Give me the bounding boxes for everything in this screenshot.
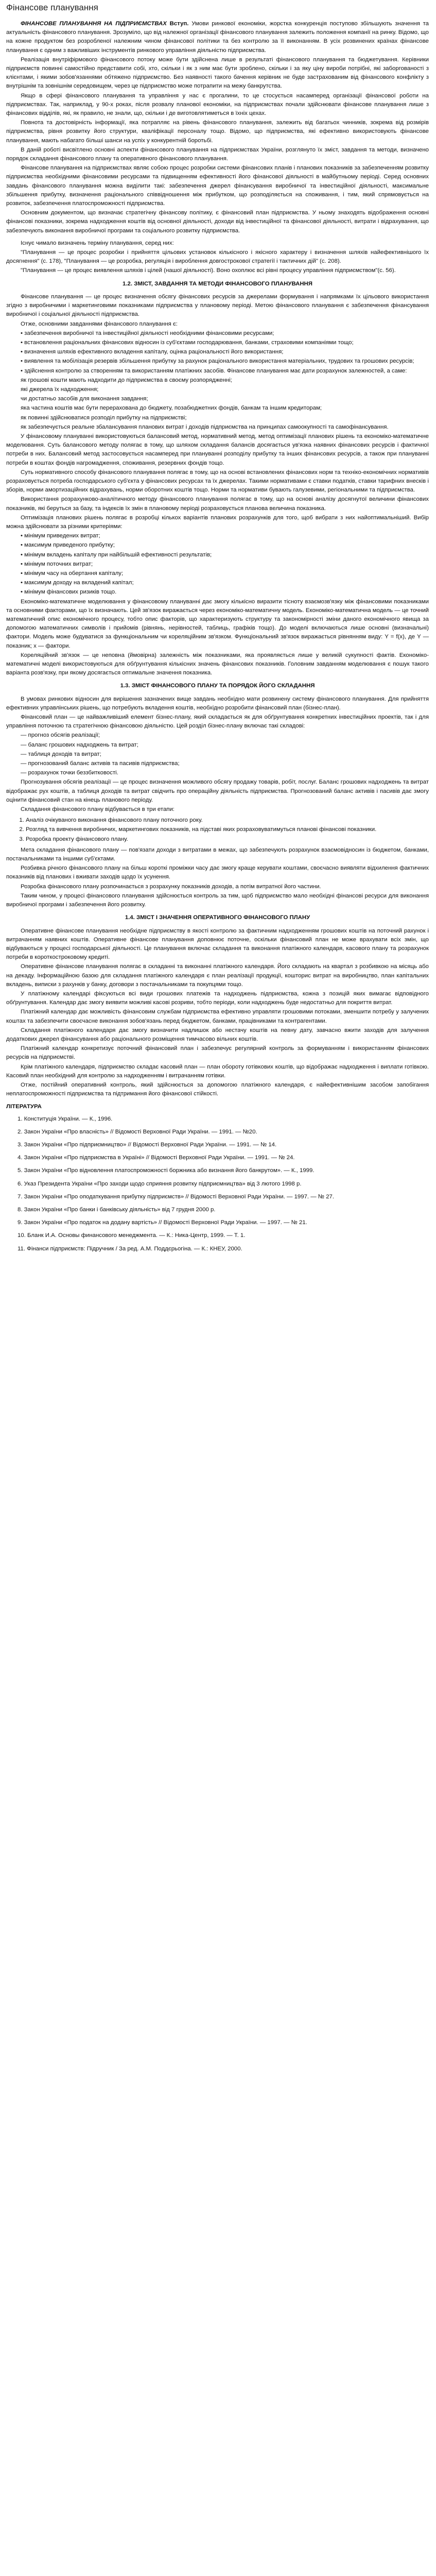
body-paragraph: В умовах ринкових відносин для вирішення зазначених вище завдань необхідно мати розвинену систему фінансового планування. Для прийняття ефективних управлінських рішень, що потребують вкладення коштів, необхідно розробити фінансовий план (бізнес-план). (6, 696, 429, 711)
intro-heading: Вступ. (169, 21, 189, 27)
definition-paragraph: Існує чимало визначень терміну планування, серед них: (21, 240, 174, 246)
criteria-item: • мінімум приведених витрат; (21, 533, 100, 539)
body-paragraph: Платіжний календар дає можливість фінансовим службам підприємства ефективно управляти грошовими потоками, зменшити потребу у залучених коштах та забезпечити своєчасне виконання зобов'язань перед бюджетом, банками, працівниками та контрагентами. (6, 1009, 429, 1024)
body-paragraph: Фінансове планування на підприємствах являє собою процес розробки системи фінансових планів і планових показників за забезпеченням розвитку підприємства необхідними фінансовими ресурсами та підвищенням ефективності його фінансової діяльності в майбутньому періоді. Серед основних завдань фінансового планування можна виділити такі: забезпечення джерел фінансування виробничої та інвестиційної діяльності, максимальне збільшення прибутку, визначення раціонального співвідношення між прибутком, що розподіляється на споживання, і тим, який спрямовується на розвиток, забезпечення платоспроможності підприємства. (6, 165, 429, 207)
list-item: — прогнозований баланс активів та пасивів підприємства; (21, 760, 180, 767)
intro-paragraph: Якщо в сфері фінансового планування та управління у нас є прогалини, то це стосується насамперед організації фінансової роботи на підприємствах. Так, наприклад, у 90-х роках, після розвалу планової економіки, на підприємствах почали здійснювати фінансове планування лише з фінансових відділів, які, як правило, не знали, що, скільки і де виготовлятиметься в їхніх цехах. (6, 92, 429, 117)
body-paragraph: У платіжному календарі фіксуються всі види грошових платежів та надходжень підприємства, кожна з позицій яких вимагає відповідного обґрунтування. Календар дає змогу виявити можливі касові розриви, тобто періоди, коли надходжень буде недостатньо для покриття витрат. (6, 990, 429, 1006)
list-item: які джерела їх надходження; (21, 386, 99, 393)
reference-item: 3. Закон України «Про підприємництво» // Відомості Верховної Ради України. — 1991. — № 14. (18, 1141, 277, 1148)
body-paragraph: Оперативне фінансове планування необхідне підприємству в якості контролю за фактичним надходженням грошових коштів на поточний рахунок і витрачанням наявних коштів. Оперативне фінансове планування доповнює поточне, оскільки фінансовий план не може врахувати всіх змін, що відбуваються у процесі господарської діяльності. Це планування включає складання та виконання платіжного календаря, касового плану та розрахунок потреби в короткостроковому кредиті. (6, 927, 429, 961)
list-item: яка частина коштів має бути перерахована до бюджету, позабюджетних фондів, банкам та іншим кредиторам; (21, 405, 322, 412)
list-item: • визначення шляхів ефективного вкладення капіталу, оцінка раціональності його використання; (21, 349, 284, 355)
list-item: як грошові кошти мають надходити до підприємства в своєму розпорядженні; (21, 377, 232, 383)
body-paragraph: Прогнозування обсягів реалізації — це процес визначення можливого обсягу продажу товарів, робіт, послуг. Баланс грошових надходжень та витрат відображає рух коштів, а таблиця доходів та витрат свідчить про операційну діяльність підприємства. Прогнозований баланс активів і пасивів дає змогу оцінити фінансовий стан на кінець планового періоду. (6, 779, 429, 803)
step-item: 3. Розробка проекту фінансового плану. (26, 835, 429, 844)
body-paragraph: Отже, основними завданнями фінансового планування є: (21, 320, 178, 327)
criteria-item: • мінімум поточних витрат; (21, 561, 93, 567)
intro-paragraph (6, 20, 429, 55)
reference-item: 5. Закон України «Про відновлення платоспроможності боржника або визнання його банкрутом». — К., 1999. (18, 1167, 315, 1174)
page-title: Фінансове планування (6, 3, 98, 12)
criteria-item: • максимум приведеного прибутку; (21, 542, 115, 549)
body-paragraph: Мета складання фінансового плану — пов'язати доходи з витратами в межах, що забезпечують розрахунок взаємовідносин із бюджетом, банками, постачальниками та іншими суб'єктами. (6, 846, 429, 862)
body-paragraph: У фінансовому плануванні використовуються балансовий метод, нормативний метод, метод оптимізації планових рішень та економіко-математичне моделювання. Суть балансового методу полягає в тому, що шляхом складання балансів досягається ув'язка наявних фінансових ресурсів і фактичної потреби в них. Балансовий метод застосовується насамперед при плануванні розподілу прибутку та інших фінансових ресурсів, а також при плануванні потреби в коштах фондів нагромадження, споживання, резервних фондів тощо. (6, 433, 429, 466)
body-paragraph: Фінансове планування — це процес визначення обсягу фінансових ресурсів за джерелами формування і напрямками їх цільового використання згідно з виробничими і маркетинговими показниками підприємства у плановому періоді. Метою фінансового планування є забезпечення фінансування виробничої і соціальної діяльності підприємства. (6, 293, 429, 318)
section-heading-1-3: 1.3. ЗМІСТ ФІНАНСОВОГО ПЛАНУ ТА ПОРЯДОК ЙОГО СКЛАДАННЯ (120, 683, 315, 689)
list-item: — розрахунок точки беззбитковості. (21, 770, 118, 776)
reference-item: 10. Бланк И.А. Основы финансового менеджмента. — К.: Ника-Центр, 1999. — Т. 1. (18, 1232, 246, 1239)
list-item: • здійснення контролю за створенням та використанням платіжних засобів. Фінансове планування має дати розрахунок залежностей, а саме: (21, 367, 407, 374)
body-paragraph: Суть нормативного способу фінансового планування полягає в тому, що на основі встановлених фінансових норм та техніко-економічних нормативів розраховується потреба господарського суб'єкта у фінансових ресурсах та їх джерелах. Такими нормативами є ставки податків, ставки тарифних внесків і зборів, норми амортизаційних відрахувань, норми оборотних коштів тощо. Норми та нормативи бувають галузевими, регіональними та підприємства. (6, 469, 429, 494)
body-paragraph: Оптимізація планових рішень полягає в розробці кількох варіантів планових розрахунків для того, щоб вибрати з них найоптимальніший. Вибір можна здійснювати за різними критеріями: (6, 514, 429, 530)
literature-heading: ЛІТЕРАТУРА (6, 1104, 42, 1110)
reference-item: 2. Закон України «Про власність» // Відомості Верховної Ради України. — 1991. — №20. (18, 1128, 257, 1135)
steps-list (6, 816, 429, 844)
reference-item: 1. Конституція України. — К., 1996. (18, 1115, 113, 1122)
intro-text: Умови ринкової економіки, жорстка конкуренція поступово збільшують значення та актуальність фінансового планування. Зрозуміло, що від належної організації фінансового планування залежить положення компанії на ринку. Відомо, що на кожне продуктом без розробленої належним чином фінансової політики та без контролю за її виконанням. В усіх розвинених країнах фінансове планування є одним з важливіших інструментів ринкового управління діяльністю підприємства. (6, 21, 429, 54)
body-paragraph: Таким чином, у процесі фінансового планування здійснюється контроль за тим, щоб підприємство мало необхідні фінансові ресурси для виконання виробничої програми і забезпечення його розвитку. (6, 892, 429, 908)
section-heading-1-4: 1.4. ЗМІСТ І ЗНАЧЕННЯ ОПЕРАТИВНОГО ФІНАНСОВОГО ПЛАНУ (125, 914, 310, 921)
list-item: — прогноз обсягів реалізації; (21, 732, 100, 739)
body-paragraph: Основним документом, що визначає стратегічну фінансову політику, є фінансовий план підприємства. У ньому знаходять відображення основні фінансові показники, зокрема надходження коштів від основної діяльності, доходи від інвестиційної та фінансової діяльності, витрати і відрахування, що забезпечують виконання виробничої програми та соціального розвитку підприємства. (6, 210, 429, 234)
reference-item: 11. Фінанси підприємств: Підручник / За ред. А.М. Поддєрьогіна. — К.: КНЕУ, 2000. (18, 1245, 242, 1252)
reference-item: 4. Закон України «Про підприємства в Україні» // Відомості Верховної Ради України. — 1991. — № 24. (18, 1155, 295, 1161)
body-paragraph: Платіжний календар конкретизує поточний фінансовий план і забезпечує регулярний контроль за формуванням і використанням фінансових ресурсів на підприємстві. (6, 1045, 429, 1061)
step-item: 2. Розгляд та вивчення виробничих, маркетингових показників, на підставі яких розраховуватимуться планові фінансові показники. (26, 825, 429, 834)
body-paragraph: Оперативне фінансове планування полягає в складанні та виконанні платіжного календаря. Його складають на квартал з розбивкою на місяць або на декаду. Інформаційною базою для складання платіжного календаря є план реалізації продукції, кошторис витрат на виробництво, план капітальних вкладень, виписки з рахунків у банку, договори з постачальниками та покупцями тощо. (6, 963, 429, 988)
body-paragraph: Отже, постійний оперативний контроль, який здійснюється за допомогою платіжного календаря, є найефективнішим засобом запобігання неплатоспроможності підприємства та підтримання його фінансової стійкості. (6, 1081, 429, 1097)
list-item: — таблиця доходів та витрат; (21, 751, 101, 757)
body-paragraph: Складання фінансового плану відбувається в три етапи: (21, 806, 175, 813)
definition-paragraph: "Планування — це процес розробки і прийняття цільових установок кількісного і якісного характеру і визначення шляхів найефективнішого їх досягнення" (с. 178), "Планування — це розробка, регуляція і вироблення довгострокової стратегії і тактичних дій" (с. 208). (6, 249, 429, 265)
definition-paragraph: "Планування — це процес виявлення шляхів і цілей (нашої діяльності). Воно охоплює всі рівні процесу управління підприємством"(с. 56). (21, 267, 396, 274)
list-item: • виявлення та мобілізація резервів збільшення прибутку за рахунок раціонального використання матеріальних, трудових та грошових ресурсів; (21, 358, 414, 365)
list-item: — баланс грошових надходжень та витрат; (21, 741, 138, 748)
body-paragraph: Розбивка річного фінансового плану на більш короткі проміжки часу дає змогу краще керувати коштами, своєчасно виявляти відхилення фактичних показників від планових і вживати заходів щодо їх усунення. (6, 865, 429, 880)
list-item: • встановлення раціональних фінансових відносин із суб'єктами господарювання, банками, страховими компаніями тощо; (21, 339, 354, 346)
document-title: ФІНАНСОВЕ ПЛАНУВАННЯ НА ПІДПРИЄМСТВАХ (21, 21, 167, 27)
body-paragraph: Крім платіжного календаря, підприємство складає касовий план — план обороту готівкових коштів, що відображає надходження і виплати готівкою. Касовий план необхідний для контролю за надходженням і витрачанням готівки. (6, 1063, 429, 1079)
step-item: 1. Аналіз очікуваного виконання фінансового плану поточного року. (26, 816, 429, 825)
intro-paragraph: Повнота та достовірність інформації, яка потрапляє на рівень фінансового планування, залежить від багатьох чинників, зокрема від розмірів підприємства, рівня розвитку його структури, кваліфікації персоналу тощо. Відомо, що підприємства, які ефективно використовують фінансове планування, мають набагато більші шанси на успіх у конкурентній боротьбі. (6, 120, 429, 144)
body-paragraph: Розробка фінансового плану розпочинається з розрахунку показників доходів, а потім витратної його частини. (21, 883, 321, 890)
reference-list (6, 1115, 429, 1253)
reference-item: 7. Закон України «Про оподаткування прибутку підприємств» // Відомості Верховної Ради України. — 1997. — № 27. (18, 1193, 335, 1200)
document-page (0, 0, 436, 1253)
list-item: як повинні здійснюватися розподіл прибутку на підприємстві; (21, 414, 187, 421)
criteria-item: • мінімум вкладень капіталу при найбільшій ефективності результатів; (21, 551, 212, 558)
body-paragraph: Економіко-математичне моделювання у фінансовому плануванні дає змогу кількісно виразити тісноту взаємозв'язку між фінансовими показниками та основними факторами, що їх визначають. Цей зв'язок виражається через економіко-математичну модель. Економіко-математична модель — це точний математичний опис економічного процесу, тобто опис факторів, що характеризують структуру та закономірності зміни даного економічного явища за допомогою математичних символів і прийомів (рівнянь, нерівностей, таблиць, графіків тощо). До моделі включаються лише основні (визначальні) фактори. Модель може будуватися за функціональним чи кореляційним зв'язком. Функціональний зв'язок виражається рівнянням виду: Y = f(x), де Y — показник; x — фактори. (6, 598, 429, 649)
body-paragraph: Кореляційний зв'язок — це неповна (ймовірна) залежність між показниками, яка проявляється лише у великій сукупності фактів. Економіко-математичні моделі використовуються для обґрунтування кількісних значень фінансових показників. Головним завданням моделювання є пошук такого варіанта розв'язку, при якому досягається оптимальне значення показника. (6, 652, 429, 676)
reference-item: 9. Закон України «Про податок на додану вартість» // Відомості Верховної Ради України. — 1997. — № 21. (18, 1219, 307, 1226)
body-paragraph: Складання платіжного календаря дає змогу визначити надлишок або нестачу коштів на певну дату, завчасно вжити заходів для залучення додаткових джерел фінансування або раціонального розміщення тимчасово вільних коштів. (6, 1027, 429, 1042)
criteria-item: • мінімум часу на обертання капіталу; (21, 570, 124, 577)
intro-paragraph: Реалізація внутріфірмового фінансового потоку може бути здійснена лише в результаті фінансового планування та бюджетування. Керівники підприємств повинні самостійно представити собі, хто, скільки і як з ним має бути зроблено, скільки і за яку ціну вироби потрібні, які заборгованості з клієнтами, і якими зобов'язаннями обтяжено підприємство. Без наявності такого бачення керівник не буде застрахованим від фінансового конфлікту з внутрішнім та зовнішнім середовищем, через це підприємство може потрапити на межу банкрутства. (6, 56, 429, 90)
list-item: як забезпечується реальне збалансування планових витрат і доходів підприємства на принципах самоокупності та самофінансування. (21, 423, 389, 430)
intro-paragraph: В даній роботі висвітлено основні аспекти фінансового планування на підприємствах України, розглянуто їх зміст, завдання та методи, визначено порядок складання фінансового плану та оперативного фінансового планування. (6, 146, 429, 162)
criteria-item: • максимум доходу на вкладений капітал; (21, 580, 134, 586)
body-paragraph: Фінансовий план — це найважливіший елемент бізнес-плану, який складається як для обґрунтування конкретних інвестиційних проектів, так і для управління поточною та стратегічною фінансовою діяльністю. Цей розділ бізнес-плану включає такі складові: (6, 714, 429, 730)
list-item: чи достатньо засобів для виконання завдання; (21, 396, 148, 402)
list-item: • забезпечення виробничої та інвестиційної діяльності необхідними фінансовими ресурсами; (21, 330, 274, 336)
reference-item: 8. Закон України «Про банки і банківську діяльність» від 7 грудня 2000 р. (18, 1206, 216, 1213)
body-paragraph: Використання розрахунково-аналітичного методу фінансового планування полягає в тому, що на основі аналізу досягнутої величини фінансових показників, які беруться за базу, та індексів їх змін в плановому періоді розраховується планова величина показника. (6, 496, 429, 512)
section-heading-1-2: 1.2. ЗМІСТ, ЗАВДАННЯ ТА МЕТОДИ ФІНАНСОВОГО ПЛАНУВАННЯ (123, 280, 312, 287)
reference-item: 6. Указ Президента України «Про заходи щодо сприяння розвитку підприємництва» від 3 лютого 1998 р. (18, 1180, 302, 1187)
criteria-item: • мінімум фінансових ризиків тощо. (21, 589, 117, 596)
